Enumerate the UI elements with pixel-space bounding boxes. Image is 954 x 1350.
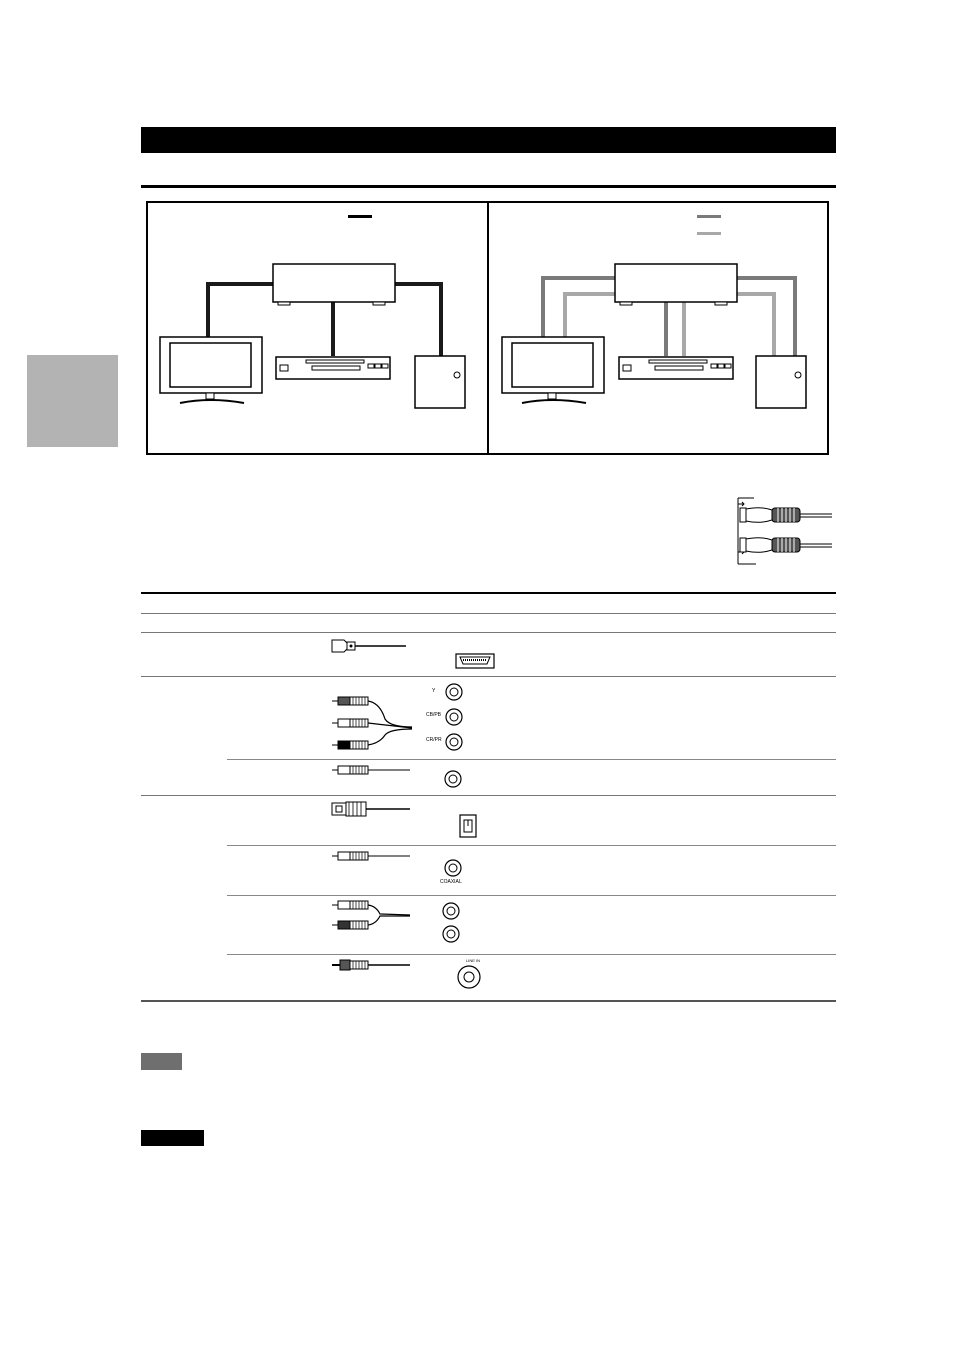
cable-analog-receiver-subwoofer <box>737 278 795 356</box>
jack-label-cr-pr: CR/PR <box>426 737 442 743</box>
chapter-side-tab <box>27 355 118 447</box>
disc-player-icon <box>619 357 733 379</box>
jack-label-line-in: LINE IN <box>466 958 481 963</box>
component-video-jacks-icon <box>420 682 470 752</box>
rca-plug-detail-icon <box>734 492 834 570</box>
cable-receiver-tv <box>208 284 273 338</box>
tv-icon <box>502 337 604 403</box>
component-video-plugs-icon <box>330 691 415 753</box>
rca-jack-icon <box>442 768 464 790</box>
table-top-rule <box>141 592 836 594</box>
left-diagram <box>160 215 465 408</box>
cable-digital-receiver-tv <box>565 294 615 338</box>
table-row-rule <box>141 795 836 796</box>
analog-audio-jacks-icon <box>440 901 462 945</box>
legend-digital-line <box>348 215 372 218</box>
coaxial-jack-icon <box>436 857 470 891</box>
table-subrow-rule <box>227 845 836 846</box>
receiver-icon <box>615 264 737 305</box>
legend-digital-line-2 <box>697 232 721 235</box>
jack-label-coaxial: COAXIAL <box>440 879 462 885</box>
receiver-icon <box>273 264 395 305</box>
table-row-rule <box>141 676 836 677</box>
subwoofer-icon <box>756 356 806 408</box>
cable-analog-receiver-tv <box>543 278 615 338</box>
analog-audio-plugs-icon <box>330 898 412 932</box>
table-header-rule <box>141 613 836 614</box>
subwoofer-icon <box>415 356 465 408</box>
coaxial-plug-icon <box>330 849 412 863</box>
jack-label-cb-pb: CB/PB <box>426 712 442 718</box>
cable-digital-receiver-subwoofer <box>737 294 774 356</box>
disc-player-icon <box>276 357 390 379</box>
line-in-jack-icon <box>452 958 486 994</box>
optical-plug-icon <box>330 799 412 819</box>
tv-icon <box>160 337 262 403</box>
jack-label-y: Y <box>432 688 436 694</box>
table-subrow-rule <box>227 759 836 760</box>
hdmi-plug-icon <box>330 637 410 655</box>
mini-plug-icon <box>330 958 412 972</box>
cable-receiver-subwoofer <box>395 284 441 356</box>
note-badge <box>141 1053 182 1070</box>
composite-video-plug-icon <box>330 763 412 777</box>
right-diagram <box>502 215 806 408</box>
table-subrow-rule <box>227 895 836 896</box>
section-title-bar <box>141 127 836 153</box>
table-subrow-rule <box>227 954 836 955</box>
hdmi-jack-icon <box>455 653 495 669</box>
legend-analog-line <box>697 215 721 218</box>
connection-diagram <box>146 201 829 455</box>
optical-jack-icon <box>459 814 477 838</box>
caution-badge <box>141 1130 204 1146</box>
table-row-rule <box>141 632 836 633</box>
table-bottom-rule <box>141 1000 836 1002</box>
section-heading-rule <box>141 185 836 188</box>
